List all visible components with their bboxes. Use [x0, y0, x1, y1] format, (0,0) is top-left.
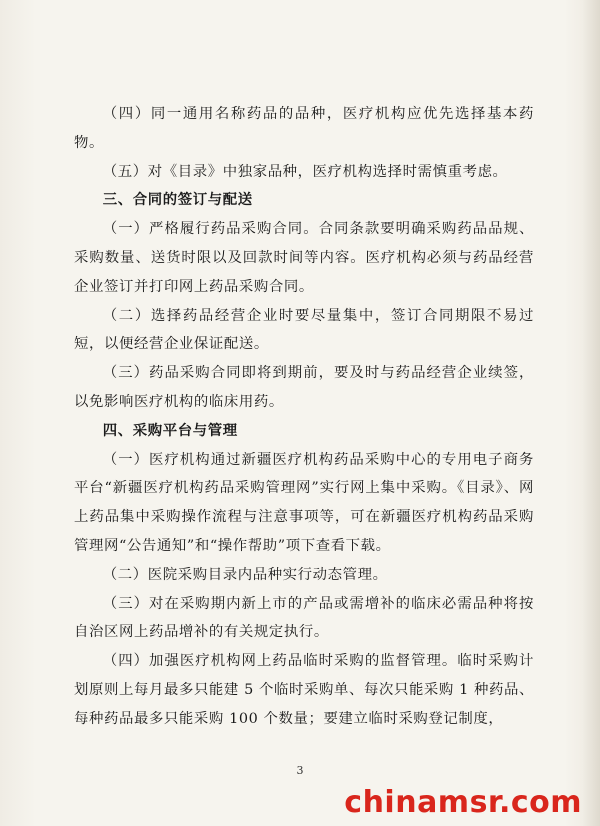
watermark-logo: chinamsr.com — [344, 785, 582, 820]
paragraph: （四）加强医疗机构网上药品临时采购的监督管理。临时采购计划原则上每月最多只能建 5 个临时采购单、每次只能采购 1 种药品、每种药品最多只能采购 100 个数量；要建立临时采购登记制度， — [74, 653, 534, 727]
section-heading: 四、采购平台与管理 — [102, 422, 238, 439]
paragraph: （二）选择药品经营企业时要尽量集中，签订合同期限不易过短，以便经营企业保证配送。 — [74, 307, 534, 353]
page-number: 3 — [296, 764, 304, 777]
paragraph: （三）对在采购期内新上市的产品或需增补的临床必需品种将按自治区网上药品增补的有关规定执行。 — [74, 595, 534, 641]
paragraph: （二）医院采购目录内品种实行动态管理。 — [102, 566, 388, 583]
paper-edge-shadow — [582, 0, 600, 826]
document-body — [74, 100, 534, 734]
paragraph: （五）对《目录》中独家品种，医疗机构选择时需慎重考虑。 — [102, 163, 508, 180]
paragraph: （一）严格履行药品采购合同。合同条款要明确采购药品品规、采购数量、送货时限以及回款时间等内容。医疗机构必须与药品经营企业签订并打印网上药品采购合同。 — [74, 221, 534, 295]
section-heading: 三、合同的签订与配送 — [102, 192, 253, 209]
paragraph: （四）同一通用名称药品的品种，医疗机构应优先选择基本药物。 — [74, 106, 534, 151]
paragraph: （三）药品采购合同即将到期前，要及时与药品经营企业续签，以免影响医疗机构的临床用药。 — [74, 365, 534, 410]
paragraph: （一）医疗机构通过新疆医疗机构药品采购中心的专用电子商务平台“新疆医疗机构药品采购管理网”实行网上集中采购。《目录》、网上药品集中采购操作流程与注意事项等，可在新疆医疗机构药品采购管理网“公告通知”和“操作帮助”项下查看下载。 — [74, 451, 534, 554]
